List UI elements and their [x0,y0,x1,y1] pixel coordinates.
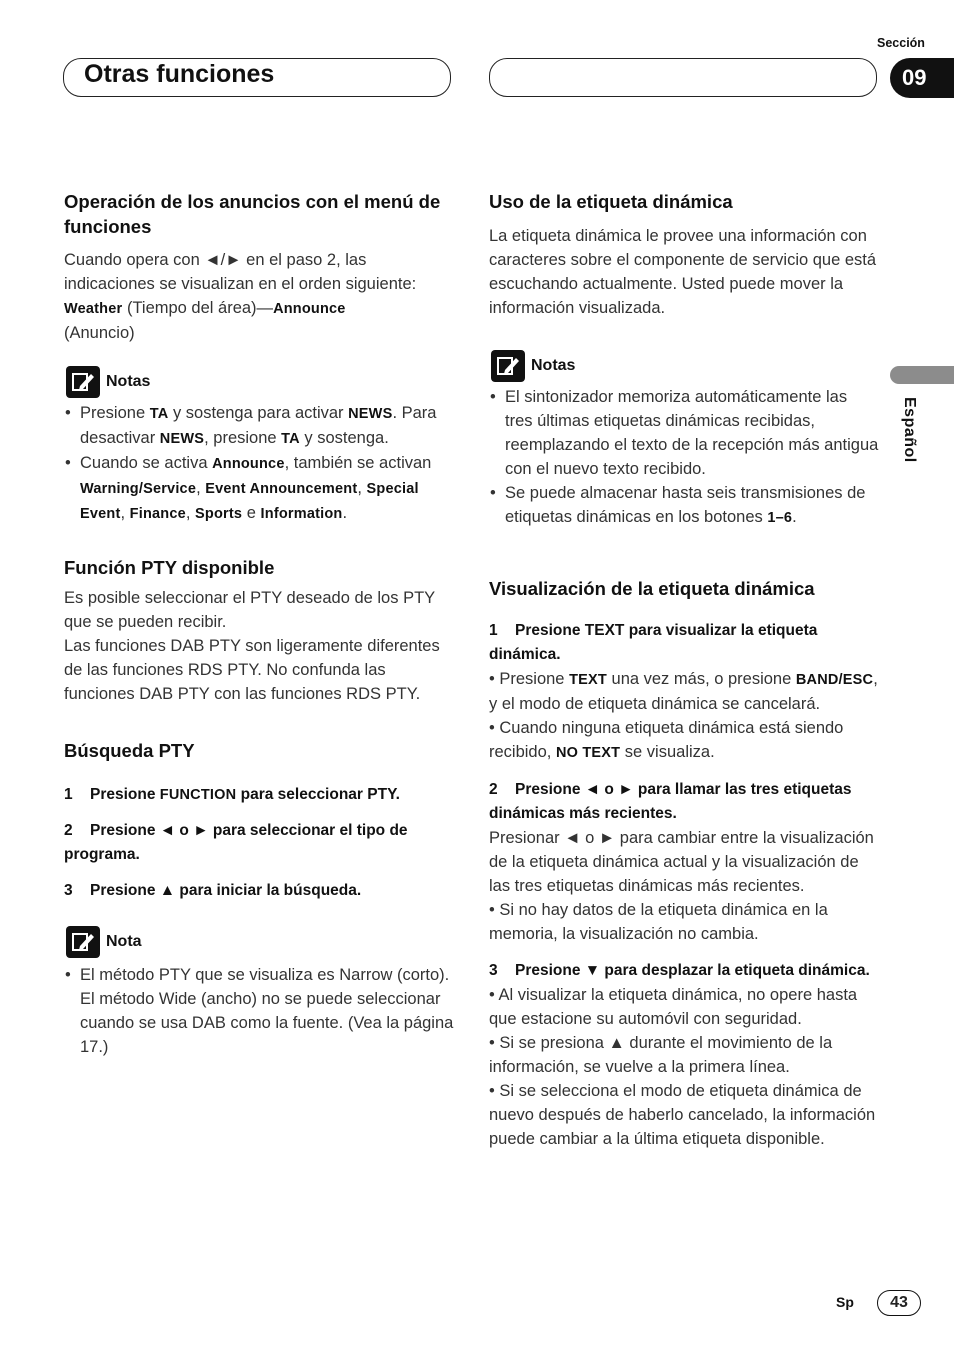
bullet-text: una vez más, o presione [606,670,796,688]
pty-available-paragraph-1: Es posible seleccionar el PTY deseado de los PTY que se pueden recibir. [64,589,435,631]
page-number: 43 [890,1294,908,1311]
note-text: , [357,479,367,497]
note-text: , [120,504,130,522]
keyword-text: TEXT [569,672,607,688]
step-text: Presione ◄ o ► para seleccionar el tipo de programa. [64,822,408,863]
note-item [64,451,454,526]
note-text: y sostenga. [299,429,389,447]
step-number: 3 [64,882,73,899]
note-text: , también se activan [284,454,432,472]
note-list [64,963,454,1059]
step-text: Presione [515,622,585,639]
section-label: Sección [877,36,925,50]
note-header [66,926,454,958]
heading-pty-available: Función PTY disponible [64,557,275,578]
step-number: 2 [489,781,498,798]
note-text: . [792,508,797,526]
keyword-no-text: NO TEXT [555,745,621,761]
pencil-note-icon [491,350,525,382]
notes-list [64,401,454,526]
note-item [489,481,879,530]
keyword-function: FUNCTION [159,787,237,803]
step-number: 1 [489,622,498,639]
pty-step-1 [64,783,454,807]
step-text: para visualizar la etiqueta dinámica. [489,622,818,663]
display-step-2-bullet-1: • Si no hay datos de la etiqueta dinámica en la memoria, la visualización no cambia. [489,901,828,943]
language-tab-label: Español [901,397,918,463]
note-text: . Para desactivar [80,404,437,447]
note-text: , [185,504,196,522]
note-text: Se puede almacenar hasta seis transmisiones de etiquetas dinámicas en los botones [505,484,866,526]
note-text: , presione [204,429,282,447]
step-text: Presione ◄ o ► para llamar las tres etiquetas dinámicas más recientes. [489,781,852,822]
note-item [64,401,454,451]
display-step-3-bullet-1: • Al visualizar la etiqueta dinámica, no opere hasta que estacione su automóvil con seguridad. [489,986,858,1028]
section-number-badge [890,58,954,98]
note-text: e [242,504,261,522]
left-column [64,189,454,1059]
step-text: Presione ▼ para desplazar la etiqueta dinámica. [515,962,870,979]
keyword-weather: Weather [64,301,123,317]
display-step-2-paragraph: Presionar ◄ o ► para cambiar entre la visualización de la etiqueta dinámica actual y la visualización de las tres etiquetas dinámicas más recientes. [489,829,874,895]
header-right-frame [489,58,877,97]
bullet-text: , y el modo de etiqueta dinámica se cancelará. [489,670,878,713]
display-step-1 [489,619,879,667]
note-text: Cuando se activa [80,454,213,472]
keyword-ta: TA [149,406,169,422]
keyword-event-announcement: Event Announcement [205,481,358,497]
note-label: Nota [106,933,142,950]
announcements-text-3: (Anuncio) [64,324,135,342]
keyword-warning-service: Warning/Service [80,481,197,497]
step-text: Presione ▲ para iniciar la búsqueda. [90,882,362,899]
display-step-1-bullet-2 [489,716,879,765]
notes-header [491,350,879,382]
pencil-note-icon [66,366,100,398]
display-step-3-bullet-2: • Si se presiona ▲ durante el movimiento de la información, se vuelve a la primera línea. [489,1034,833,1076]
display-step-1-bullet-1 [489,667,879,716]
notes-list [489,385,879,530]
notes-header [66,366,454,398]
page-number-badge [877,1290,921,1316]
page-title: Otras funciones [84,60,275,88]
keyword-announce: Announce [273,301,346,317]
keyword-band-esc: BAND/ESC [795,672,874,688]
step-text: Presione [90,786,160,803]
keyword-special-event: Special Event [80,481,419,522]
display-step-3 [489,959,879,983]
bullet-text: • Cuando ninguna etiqueta dinámica está siendo recibido, [489,719,844,761]
step-number: 1 [64,786,73,803]
announcements-paragraph [64,248,454,345]
note-text: y sostenga para activar [168,404,349,422]
keyword-news: NEWS [348,406,393,422]
footer-language-code: Sp [836,1294,854,1310]
announcements-text-2: (Tiempo del área)— [122,299,274,317]
keyword-information: Information [260,506,343,522]
keyword-ta: TA [281,431,300,447]
bullet-text: se visualiza. [620,743,715,761]
pty-step-3 [64,879,454,903]
note-text: , [196,479,206,497]
bullet-text: • Presione [489,670,570,688]
display-step-2 [489,778,879,826]
keyword-news: NEWS [159,431,205,447]
note-item: • El sintonizador memoriza automáticamente las tres últimas etiquetas dinámicas recibidas, reemplazando el texto de la recepción más antigua con el nuevo texto recibido. [489,385,879,481]
heading-dynamic-label-display: Visualización de la etiqueta dinámica [489,578,815,599]
heading-dynamic-label: Uso de la etiqueta dinámica [489,191,733,212]
note-text: Presione [80,404,150,422]
pencil-note-icon [66,926,100,958]
keyword-finance: Finance [129,506,186,522]
keyword-sports: Sports [195,506,243,522]
section-number: 09 [902,65,927,90]
keyword-text: TEXT [584,622,625,639]
heading-announcements: Operación de los anuncios con el menú de funciones [64,191,441,237]
heading-pty-search: Búsqueda PTY [64,740,195,761]
keyword-buttons-1-6: 1–6 [767,510,793,526]
step-number: 3 [489,962,498,979]
display-step-3-bullet-3: • Si se selecciona el modo de etiqueta dinámica de nuevo después de haberlo cancelado, la información puede cambiar a la última etiqueta disponible. [489,1082,876,1148]
notes-label: Notas [531,357,576,374]
step-text: para seleccionar PTY. [236,786,400,803]
note-item: • El método PTY que se visualiza es Narrow (corto). El método Wide (ancho) no se puede seleccionar cuando se usa DAB como la fuente. (Vea la página 17.) [64,963,454,1059]
note-text: . [342,504,348,522]
notes-label: Notas [106,373,151,390]
right-column [489,189,879,1151]
language-tab-marker [890,366,954,384]
step-number: 2 [64,822,73,839]
announcements-text: Cuando opera con ◄/► en el paso 2, las indicaciones se visualizan en el orden siguiente: [64,251,417,293]
keyword-announce: Announce [212,456,285,472]
pty-step-2 [64,819,454,867]
pty-available-paragraph-2: Las funciones DAB PTY son ligeramente diferentes de las funciones RDS PTY. No confunda las funciones DAB PTY con las funciones RDS PTY. [64,637,440,703]
dynamic-label-paragraph: La etiqueta dinámica le provee una información con caracteres sobre el componente de servicio que está escuchando actualmente. Usted puede mover la información visualizada. [489,227,877,317]
